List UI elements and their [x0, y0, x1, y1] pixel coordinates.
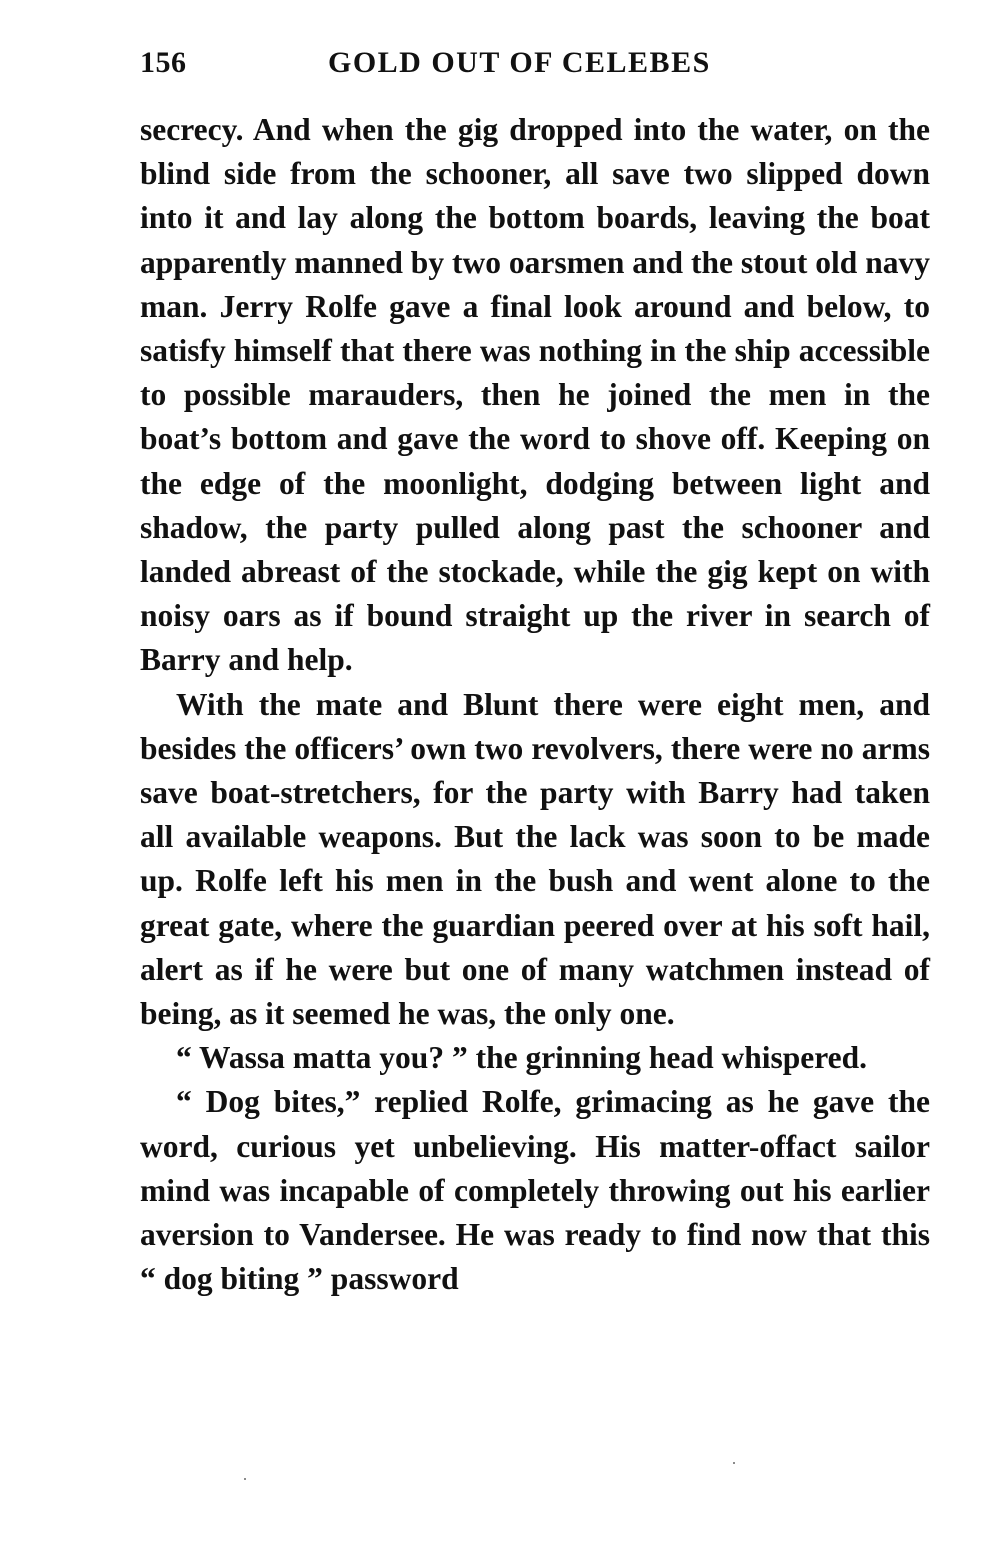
paragraph-4: “ Dog bites,” replied Rolfe, grimacing as he gave the word, curious yet unbelieving. His matter-offact sailor mind was incapable of completely throwing out his earlier aversion to Vandersee. He was ready to find now that this “ dog biting ” password	[140, 1084, 930, 1297]
scan-speck	[244, 1478, 246, 1480]
paragraph-3: “ Wassa matta you? ” the grinning head whispered.	[176, 1040, 868, 1076]
book-title: GOLD OUT OF CELEBES	[328, 46, 711, 79]
running-head	[140, 46, 930, 90]
scan-speck	[733, 1462, 735, 1464]
body-text	[140, 108, 930, 1301]
paragraph-1: secrecy. And when the gig dropped into the water, on the blind side from the schooner, all save two slipped down into it and lay along the bottom boards, leaving the boat apparently manned by two oarsmen and the stout old navy man. Jerry Rolfe gave a final look around and below, to satisfy himself that there was nothing in the ship accessible to possible marauders, then he joined the men in the boat’s bottom and gave the word to shove off. Keeping on the edge of the moonlight, dodging between light and shadow, the party pulled along past the schooner and landed abreast of the stockade, while the gig kept on with noisy oars as if bound straight up the river in search of Barry and help.	[140, 112, 930, 678]
page-number: 156	[140, 46, 187, 79]
paragraph-2: With the mate and Blunt there were eight men, and besides the officers’ own two revolvers, there were no arms save boat-stretchers, for the party with Barry had taken all available weapons. But the lack was soon to be made up. Rolfe left his men in the bush and went alone to the great gate, where the guardian peered over at his soft hail, alert as if he were but one of many watchmen instead of being, as it seemed he was, the only one.	[140, 686, 930, 1032]
